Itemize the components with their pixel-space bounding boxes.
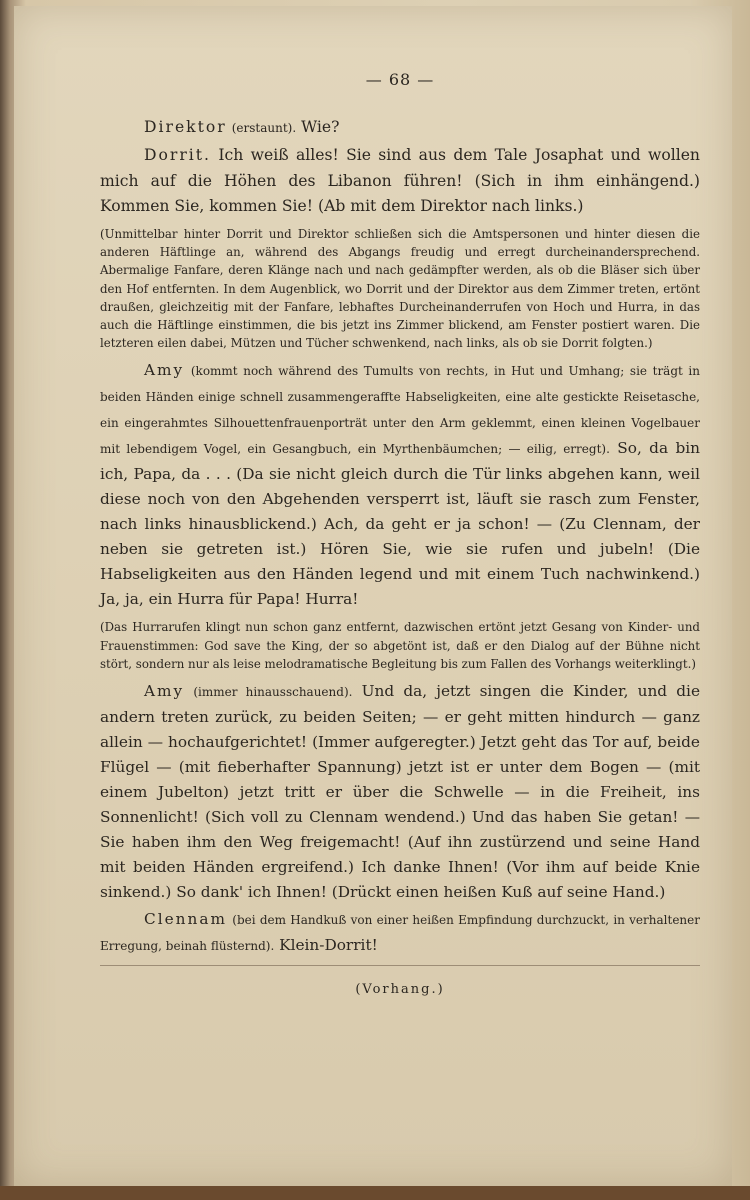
speaker-name: Dorrit. (144, 146, 212, 164)
dialogue-text: So, da bin ich, Papa, da . . . (Da sie nicht gleich durch die Tür links abgehen kann, weil diese noch von den Abgehenden versperrt ist, läuft sie rasch zum Fenster, nach links hinausblickend.) Ach, da geht er ja schon! — (Zu Clennam, der neben sie getreten ist.) Hören Sie, wie sie rufen und jubeln! (Die Habseligkeiten aus den Händen legend und mit einem Tuch nachwinkend.) Ja, ja, ein Hurra für Papa! Hurra! (100, 439, 700, 609)
dialogue-text: Ich weiß alles! Sie sind aus dem Tale Josaphat und wollen mich auf die Höhen des Libanon führen! (Sich in ihm einhängend.) Kommen Sie, kommen Sie! (Ab mit dem Direktor nach links.) (100, 146, 700, 215)
stage-direction: (immer hinausschauend). (193, 685, 353, 700)
dialogue-paragraph (100, 115, 700, 141)
dialogue-paragraph (100, 907, 700, 959)
speaker-name: Direktor (144, 118, 227, 136)
stage-direction: (erstaunt). (231, 121, 297, 135)
stage-direction-block: (Das Hurrarufen klingt nun schon ganz entfernt, dazwischen ertönt jetzt Gesang von Kinder- und Frauenstimmen: God save the King, der so abgetönt ist, daß er den Dialog auf der Bühne nicht stört, sondern nur als leise melodramatische Begleitung bis zum Fallen des Vorhangs weiterklingt.) (100, 620, 700, 671)
stage-direction: (kommt noch während des Tumults von rechts, in Hut und Umhang; sie trägt in beiden Händen einige schnell zusammengeraffte Habseligkeiten, eine alte gestickte Reisetasche, ein eingerahmtes Silhouettenfrauenporträt unter den Arm geklemmt, einen kleinen Vogelbauer mit lebendigem Vogel, ein Gesangbuch, ein Myrthenbäumchen; — eilig, erregt). (100, 364, 700, 457)
stage-direction-block: (Unmittelbar hinter Dorrit und Direktor schließen sich die Amtspersonen und hinter diesen die anderen Häftlinge an, während des Abgangs freudig und erregt durcheinandersprechend. Abermalige Fanfare, deren Klänge nach und nach gedämpfter werden, als ob die Bläser sich über den Hof entfernten. In dem Augenblick, wo Dorrit und der Direktor aus dem Zimmer treten, ertönt draußen, gleichzeitig mit der Fanfare, lebhaftes Durcheinanderrufen von Hoch und Hurra, in das auch die Häftlinge einstimmen, die bis jetzt ins Zimmer blickend, am Fenster postiert waren. Die letzteren eilen dabei, Mützen und Tücher schwenkend, nach links, als ob sie Dorrit folgten.) (100, 227, 700, 351)
curtain-line: (Vorhang.) (355, 982, 445, 998)
dialogue-text: Und da, jetzt singen die Kinder, und die andern treten zurück, zu beiden Seiten; — er geht mitten hindurch — ganz allein — hochaufgerichtet! (Immer aufgeregter.) Jetzt geht das Tor auf, beide Flügel — (mit fieberhafter Spannung) jetzt ist er unter dem Bogen — (mit einem Jubelton) jetzt tritt er über die Schwelle — in die Freiheit, ins Sonnenlicht! (Sich voll zu Clennam wendend.) Und das haben Sie getan! — Sie haben ihm den Weg freigemacht! (Auf ihn zustürzend und seine Hand mit beiden Händen ergreifend.) Ich danke Ihnen! (Vor ihm auf beide Knie sinkend.) So dank' ich Ihnen! (Drückt einen heißen Kuß auf seine Hand.) (100, 682, 700, 902)
page-number: — 68 — (365, 70, 435, 89)
dialogue-text: Wie? (301, 118, 340, 136)
speaker-name: Clennam (144, 910, 227, 929)
stage-direction: (bei dem Handkuß von einer heißen Empfindung durchzuckt, in verhaltener Erregung, beinah flüsternd). (100, 913, 700, 954)
page-text (100, 70, 700, 997)
book-edge (0, 1186, 750, 1200)
speaker-name: Amy (144, 682, 185, 701)
dialogue-paragraph (100, 143, 700, 219)
speaker-name: Amy (144, 361, 185, 380)
dialogue-paragraph (100, 358, 700, 612)
dialogue-text: Klein-Dorrit! (279, 936, 378, 955)
separator-line (100, 965, 700, 966)
dialogue-paragraph (100, 679, 700, 905)
